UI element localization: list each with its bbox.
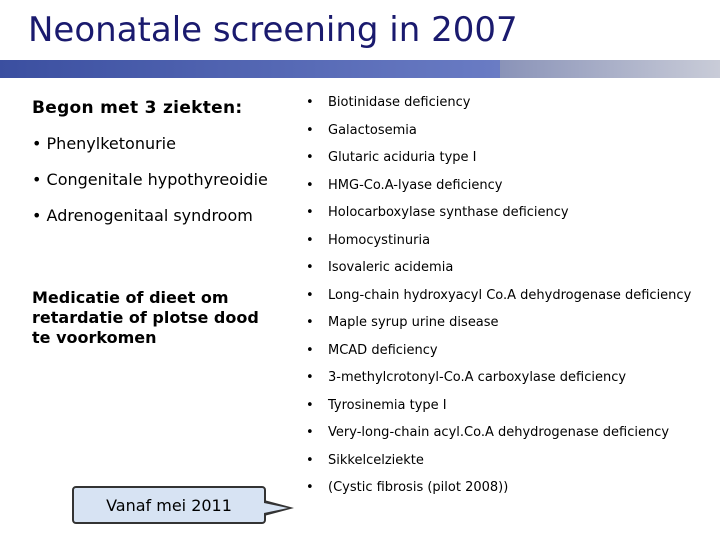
bullet-icon: • [306,122,314,138]
bullet-icon: • [306,177,314,193]
left-note: Medicatie of dieet om retardatie of plotse dood te voorkomen [32,288,259,347]
list-item-label: Maple syrup urine disease [328,315,499,330]
list-item-label: Holocarboxylase synthase deficiency [328,205,569,220]
list-item-label: Long-chain hydroxyacyl Co.A dehydrogenase deficiency [328,287,692,303]
slide-title: Neonatale screening in 2007 [28,10,518,50]
callout-box: Vanaf mei 2011 [72,486,266,524]
bullet-icon: • [306,342,314,358]
left-item-phenylketonurie: • Phenylketonurie [32,134,176,153]
list-item [306,179,716,193]
list-item-label: Isovaleric acidemia [328,260,454,275]
list-item-label: Sikkelcelziekte [328,452,424,468]
bullet-icon: • [306,315,314,330]
title-underline-bar [0,60,720,78]
bullet-icon: • [306,425,314,440]
bullet-icon: • [306,397,314,413]
list-item [306,96,716,110]
bullet-icon: • [306,287,314,303]
list-item [306,124,716,138]
list-item-label: Homocystinuria [328,232,431,248]
list-item-label: Galactosemia [328,122,417,138]
bullet-icon: • [306,232,314,248]
list-item [306,454,716,468]
list-item [306,316,716,330]
bullet-icon: • [306,95,314,110]
list-item [306,234,716,248]
list-item-label: Very-long-chain acyl.Co.A dehydrogenase deficiency [328,425,670,440]
bullet-icon: • [306,370,314,385]
list-item-label: Biotinidase deficiency [328,95,471,110]
bullet-icon: • [306,480,314,495]
callout-pointer-fill [264,503,288,513]
list-item [306,261,716,275]
left-column [32,98,292,242]
bar-grey-segment [500,60,720,78]
bullet-icon: • [306,205,314,220]
left-item-congenitale: • Congenitale hypothyreoidie [32,170,268,189]
list-item-label: HMG-Co.A-lyase deficiency [328,177,503,193]
bullet-icon: • [306,452,314,468]
list-item [306,151,716,165]
list-item-label: MCAD deficiency [328,342,438,358]
list-item-label: Glutaric aciduria type I [328,150,477,165]
list-item [306,344,716,358]
list-item [306,289,716,303]
bar-blue-segment [0,60,500,78]
disease-list [306,96,716,509]
list-item [306,399,716,413]
list-item-label: (Cystic fibrosis (pilot 2008)) [328,480,509,495]
list-item [306,206,716,220]
list-item-label: Tyrosinemia type I [328,397,447,413]
list-item-label: 3-methylcrotonyl-Co.A carboxylase deficiency [328,370,627,385]
left-heading: Begon met 3 ziekten: [32,98,243,118]
list-item [306,481,716,495]
bullet-icon: • [306,150,314,165]
list-item [306,371,716,385]
list-item [306,426,716,440]
left-item-adrenogenitaal: • Adrenogenitaal syndroom [32,206,253,225]
bullet-icon: • [306,260,314,275]
